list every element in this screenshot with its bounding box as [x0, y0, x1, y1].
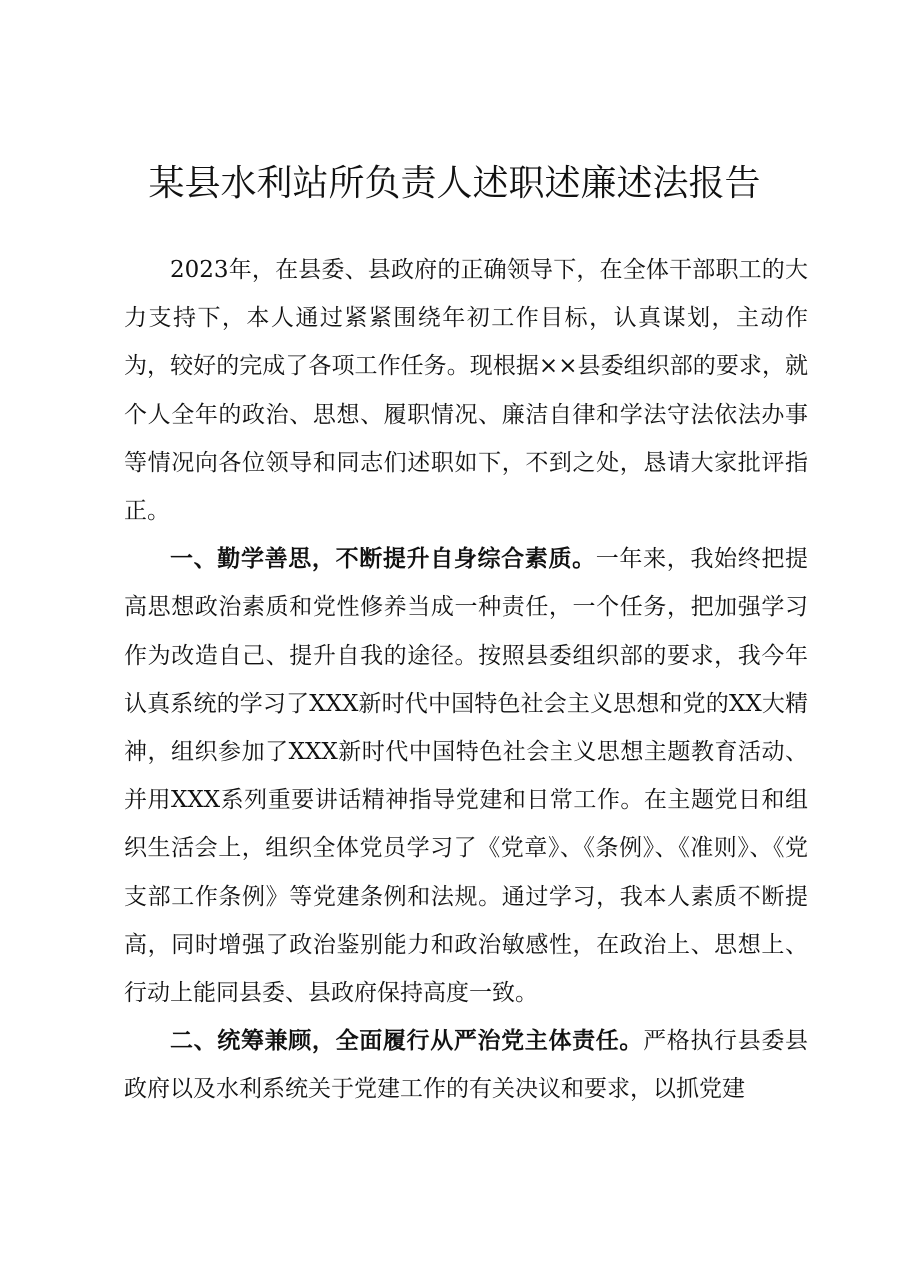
paragraph-text: 2023年，在县委、县政府的正确领导下，在全体干部职工的大力支持下，本人通过紧紧围绕年初工作目标，认真谋划，主动作为，较好的完成了各项工作任务。现根据××县委组织部的要求，就个人全年的政治、思想、履职情况、廉洁自律和学法守法依法办事等情况向各位领导和同志们述职如下，不到之处，恳请大家批评指正。 — [124, 257, 808, 525]
paragraph-text: 严格执行县委县政府以及水利系统关于党建工作的有关决议和要求，以抓党建 — [124, 1028, 809, 1103]
paragraph-text: 一年来，我始终把提高思想政治素质和党性修养当成一种责任，一个任务，把加强学习作为改造自己、提升自我的途径。按照县委组织部的要求，我今年认真系统的学习了XXX新时代中国特色社会主义思想和党的XX大精神，组织参加了XXX新时代中国特色社会主义思想主题教育活动、并用XXX系列重要讲话精神指导党建和日常工作。在主题党日和组织生活会上，组织全体党员学习了《党章》、《条例》、《准则》、《党支部工作条例》等党建条例和法规。通过学习，我本人素质不断提高，同时增强了政治鉴别能力和政治敏感性，在政治上、思想上、行动上能同县委、县政府保持高度一致。 — [124, 546, 809, 1007]
document-title: 某县水利站所负责人述职述廉述法报告 — [148, 163, 761, 204]
paragraph-intro — [124, 246, 808, 535]
document-body — [124, 246, 808, 1114]
section-heading: 一、勤学善思，不断提升自身综合素质。 — [170, 546, 596, 573]
section-heading: 二、统筹兼顾，全面履行从严治党主体责任。 — [170, 1028, 644, 1055]
paragraph-section-2 — [124, 1017, 808, 1113]
paragraph-section-1 — [124, 535, 808, 1017]
